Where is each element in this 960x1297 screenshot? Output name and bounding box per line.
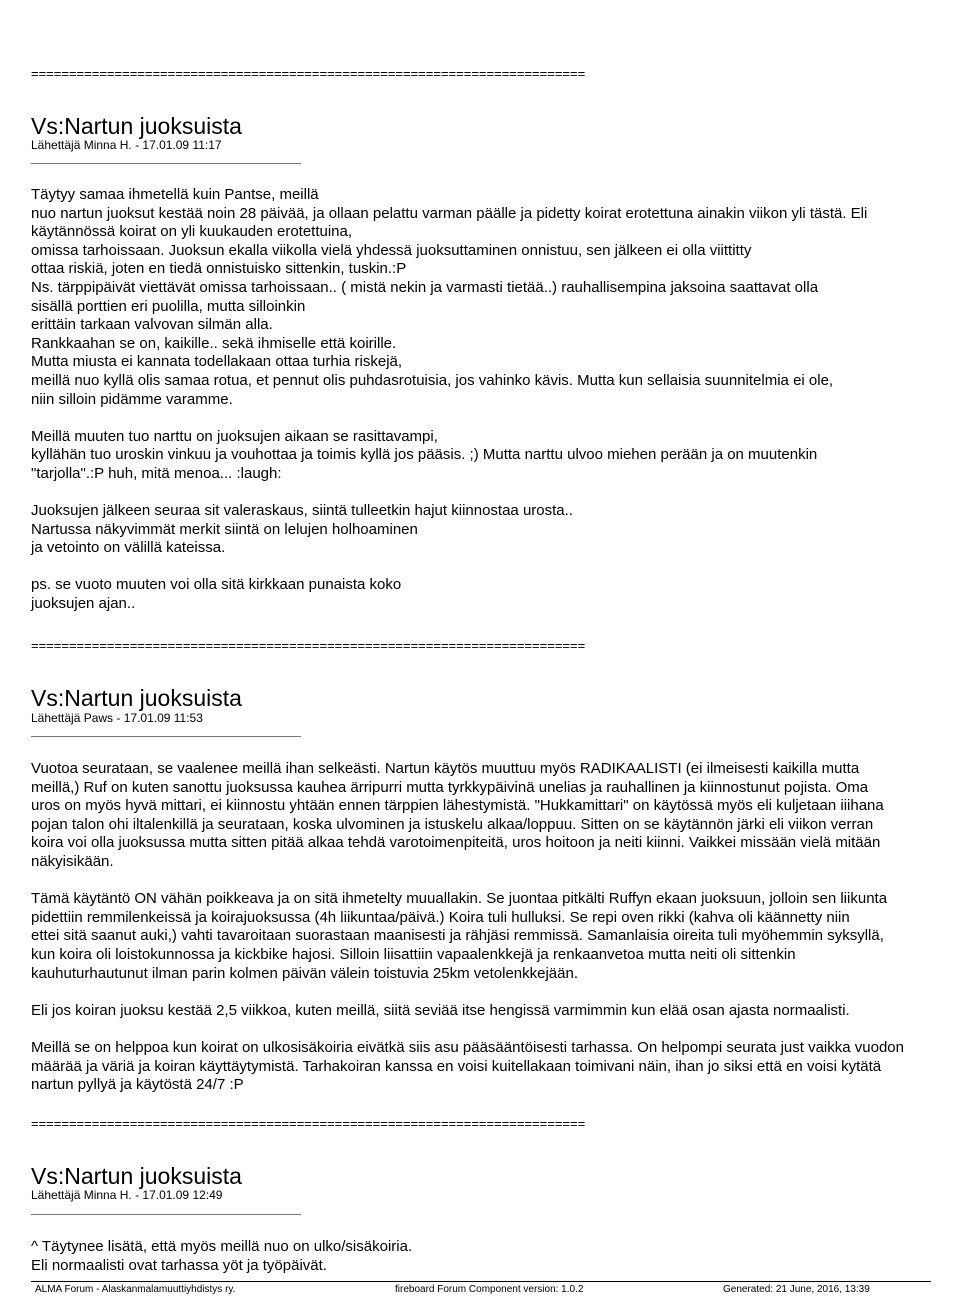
post-text-line: sisällä porttien eri puolilla, mutta silloinkin: [31, 297, 306, 315]
post-text-line: Eli jos koiran juoksu kestää 2,5 viikkoa, kuten meillä, siitä seviää itse hengissä varmimmin kun elää osan ajasta normaalisti.: [31, 1001, 850, 1019]
footer-component-version: fireboard Forum Component version: 1.0.2: [395, 1284, 584, 1295]
post-text-line: Tämä käytäntö ON vähän poikkeava ja on sitä ihmetelty muuallakin. Se juontaa pitkälti Ruffyn ekaan juoksuun, jolloin sen liikunta: [31, 890, 888, 908]
post-meta: Lähettäjä Paws - 17.01.09 11:53: [31, 711, 203, 725]
post-text-line: kauhuturhautunut ilman parin kolmen päivän välein toistuvia 25km vetolenkkejään.: [31, 964, 578, 982]
post-divider: [31, 736, 301, 737]
post-text-line: kun koira oli loistokunnossa ja kickbike hajosi. Silloin liisattiin vapaalenkkejä ja renkaanvetoa mutta neiti oli sittenkin: [31, 945, 796, 963]
footer-site-name: ALMA Forum - Alaskanmalamuuttiyhdistys ry.: [35, 1284, 236, 1295]
separator-line: =========================================================================: [31, 638, 586, 653]
post-divider: [31, 1214, 301, 1215]
post-text-line: "tarjolla".:P huh, mitä menoa... :laugh:: [31, 464, 282, 482]
post-text-line: Juoksujen jälkeen seuraa sit valeraskaus, siintä tulleetkin hajut kiinnostaa urosta..: [31, 502, 573, 520]
post-title: Vs:Nartun juoksuista: [31, 113, 242, 139]
post-text-line: ja vetointo on välillä kateissa.: [31, 539, 226, 557]
post-text-line: Ns. tärppipäivät viettävät omissa tarhoissaan.. ( mistä nekin ja varmasti tietää..) rauhallisempina jaksoina saattavat olla: [31, 278, 819, 296]
post-text-line: ottaa riskiä, joten en tiedä onnistuisko sittenkin, tuskin.:P: [31, 260, 407, 278]
post-text-line: [31, 409, 960, 428]
post-text-line: [31, 872, 960, 891]
post-text-line: [31, 1020, 960, 1039]
post-text-line: Nartussa näkyvimmät merkit siintä on lelujen holhoaminen: [31, 520, 418, 538]
post-text-line: Mutta miusta ei kannata todellakaan ottaa turhia riskejä,: [31, 353, 403, 371]
post-body: [31, 1238, 960, 1275]
post-text-line: nuo nartun juoksut kestää noin 28 päivää, ja ollaan pelattu varman päälle ja pidetty koirat erotettuna ainakin viikon yli tästä. Eli: [31, 204, 868, 222]
separator-line: =========================================================================: [31, 1116, 586, 1131]
post-text-line: ettei sitä saanut auki,) vahti tavaroitaan suorastaan maanisesti ja rähjäsi remmissä. Samanlaisia oireita tuli myöhemmin syksyllä,: [31, 927, 884, 945]
post-text-line: pojan talon ohi iltalenkillä ja seurataan, koska ulvominen ja istuskelu alkaa/loppuu. Sitten on se käytännön järki eli viikon verran: [31, 815, 874, 833]
post-title: Vs:Nartun juoksuista: [31, 1163, 242, 1189]
post-text-line: Vuotoa seurataan, se vaalenee meillä ihan selkeästi. Nartun käytös muuttuu myös RADIKAALISTI (ei ilmeisesti kaikilla mutta: [31, 760, 860, 777]
post-text-line: erittäin tarkaan valvovan silmän alla.: [31, 316, 273, 334]
separator-line: =========================================================================: [31, 66, 586, 81]
post-text-line: Täytyy samaa ihmetellä kuin Pantse, meillä: [31, 186, 319, 203]
post-text-line: pidettiin remmilenkeissä ja koirajuoksussa (4h liikuntaa/päivä.) Koira tuli hulluksi. Se repi oven rikki (kahva oli käännetty niin: [31, 908, 850, 926]
post-body: [31, 186, 960, 614]
post-text-line: niin silloin pidämme varamme.: [31, 390, 233, 408]
post-text-line: Meillä muuten tuo narttu on juoksujen aikaan se rasittavampi,: [31, 427, 438, 445]
post-text-line: ^ Täytynee lisätä, että myös meillä nuo on ulko/sisäkoiria.: [31, 1238, 413, 1255]
post-text-line: nartun pyllyä ja käytöstä 24/7 :P: [31, 1076, 244, 1094]
post-text-line: Meillä se on helppoa kun koirat on ulkosisäkoiria eivätkä siis asu pääsääntöisesti tarhassa. On helpompi seurata just vaikka vuodon: [31, 1038, 904, 1056]
post-text-line: ps. se vuoto muuten voi olla sitä kirkkaan punaista koko: [31, 576, 402, 594]
post-text-line: Eli normaalisti ovat tarhassa yöt ja työpäivät.: [31, 1256, 327, 1274]
footer-divider: [31, 1281, 931, 1282]
post-text-line: meillä,) Ruf on kuten sanottu juoksussa kauhea ärripurri mutta tyrkkypäivinä unelias ja rauhallinen ja kiinnostunut pojista. Oma: [31, 778, 869, 796]
post-text-line: [31, 484, 960, 503]
post-text-line: kyllähän tuo uroskin vinkuu ja vouhottaa ja toimis kyllä jos pääsis. ;) Mutta narttu ulvoo miehen perään ja on muutenkin: [31, 446, 818, 464]
post-text-line: [31, 983, 960, 1002]
post-text-line: käytännössä koirat on yli kuukauden erotettuina,: [31, 223, 353, 241]
post-text-line: näkyisikään.: [31, 852, 114, 870]
post-text-line: uros on myös hyvä mittari, ei kiinnostu yhtään ennen tärppien lähestymistä. "Hukkamittari" on käytössä myös eli kuljetaan iiihana: [31, 797, 884, 815]
post-text-line: juoksujen ajan..: [31, 595, 136, 613]
post-divider: [31, 163, 301, 164]
post-title: Vs:Nartun juoksuista: [31, 685, 242, 711]
post-meta: Lähettäjä Minna H. - 17.01.09 12:49: [31, 1188, 223, 1202]
post-text-line: [31, 558, 960, 577]
post-meta: Lähettäjä Minna H. - 17.01.09 11:17: [31, 138, 222, 152]
post-body: [31, 760, 960, 1095]
post-text-line: määrää ja väriä ja koiran käyttäytymistä. Tarhakoiran kanssa en voisi kuitellakaan toimivani näin, ihan jo siksi että en voisi kytätä: [31, 1057, 882, 1075]
post-text-line: Rankkaahan se on, kaikille.. sekä ihmiselle että koirille.: [31, 334, 397, 352]
post-text-line: koira voi olla juoksussa mutta sitten pitää alkaa tehdä varotoimenpiteitä, uros hoitoon ja neiti kiinni. Vaikkei missään vielä mitään: [31, 834, 881, 852]
footer-generated-date: Generated: 21 June, 2016, 13:39: [723, 1284, 870, 1295]
post-text-line: meillä nuo kyllä olis samaa rotua, et pennut olis puhdasrotuisia, jos vahinko kävis. Mutta kun sellaisia suunnitelmia ei ole,: [31, 371, 834, 389]
post-text-line: omissa tarhoissaan. Juoksun ekalla viikolla vielä yhdessä juoksuttaminen onnistuu, sen jälkeen ei olla viittitty: [31, 241, 752, 259]
